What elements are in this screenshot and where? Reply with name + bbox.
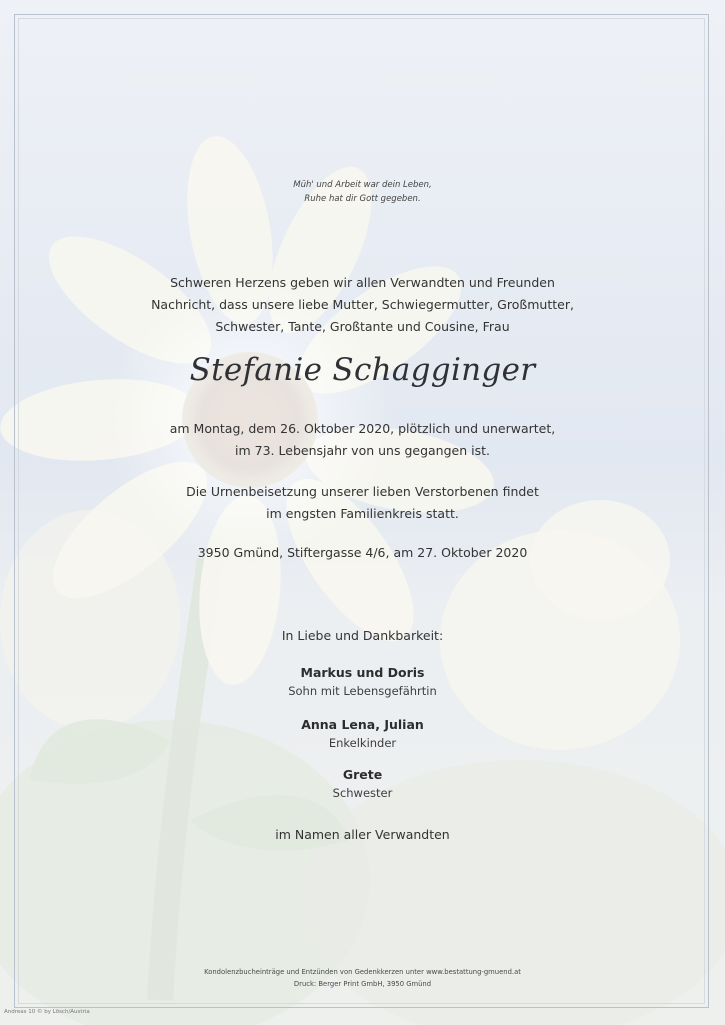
- closing-phrase: In Liebe und Dankbarkeit:: [281, 628, 444, 643]
- footer-print-line: Druck: Berger Print GmbH, 3950 Gmünd: [293, 980, 432, 988]
- image-credit: Andreas 10 © by Lösch/Austria: [4, 1009, 90, 1015]
- death-notice-line: im 73. Lebensjahr von uns gegangen ist.: [235, 443, 490, 458]
- urn-burial-notice: [0, 481, 725, 525]
- mourner-relation: Enkelkinder: [328, 736, 397, 750]
- intro-line: Nachricht, dass unsere liebe Mutter, Schwiegermutter, Großmutter,: [151, 297, 574, 312]
- mourner-name: Markus und Doris: [300, 665, 425, 680]
- intro-line: Schweren Herzens geben wir allen Verwandten und Freunden: [170, 275, 555, 290]
- deceased-name: Stefanie Schagginger: [189, 352, 536, 388]
- urn-notice-line: Die Urnenbeisetzung unserer lieben Verstorbenen findet: [186, 484, 539, 499]
- footer-note: [0, 966, 725, 990]
- footer-condolence-line: Kondolenzbucheinträge und Entzünden von Gedenkkerzen unter www.bestattung-gmuend.at: [204, 968, 521, 976]
- motto-verse: [0, 178, 725, 206]
- mourner-name: Grete: [342, 767, 383, 782]
- mourner-relation: Schwester: [332, 786, 393, 800]
- motto-line: Ruhe hat dir Gott gegeben.: [304, 194, 421, 204]
- death-notice-line: am Montag, dem 26. Oktober 2020, plötzlich und unerwartet,: [169, 421, 556, 436]
- on-behalf-line: im Namen aller Verwandten: [275, 827, 450, 842]
- mourner-name: Anna Lena, Julian: [301, 717, 424, 732]
- mourner-entry: [0, 766, 725, 802]
- mourner-entry: [0, 716, 725, 752]
- death-notice: [0, 418, 725, 462]
- urn-notice-line: im engsten Familienkreis statt.: [266, 506, 459, 521]
- place-and-date: 3950 Gmünd, Stiftergasse 4/6, am 27. Oktober 2020: [197, 545, 528, 560]
- mourner-relation: Sohn mit Lebensgefährtin: [288, 684, 437, 698]
- announcement-intro: [0, 272, 725, 338]
- intro-line: Schwester, Tante, Großtante und Cousine, Frau: [215, 319, 510, 334]
- motto-line: Müh' und Arbeit war dein Leben,: [293, 180, 432, 190]
- mourner-entry: [0, 664, 725, 700]
